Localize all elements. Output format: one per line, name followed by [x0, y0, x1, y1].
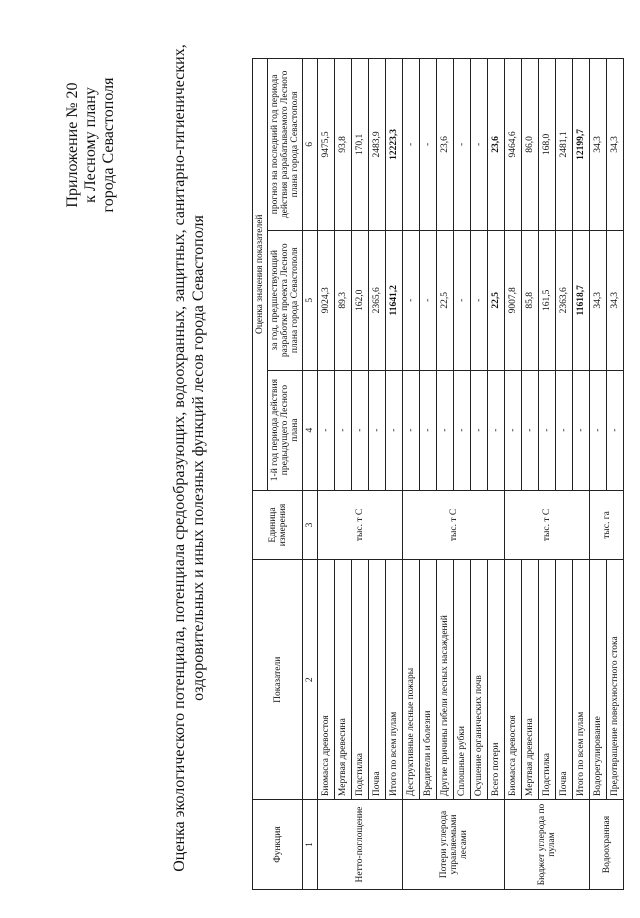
value-cell: 168,0: [539, 59, 556, 231]
value-cell: -: [386, 370, 403, 490]
value-cell: 93,8: [335, 59, 352, 231]
header-first-year: 1-й год периода действия предыдущего Лесного плана: [268, 370, 303, 490]
value-cell: -: [318, 370, 335, 490]
value-cell: -: [471, 59, 488, 231]
assessment-table: [252, 58, 624, 890]
table-row: [403, 59, 420, 890]
value-cell: -: [369, 370, 386, 490]
value-cell: 2481,1: [556, 59, 573, 231]
indicator-cell: Водорегулирование: [590, 560, 607, 800]
table-row: [522, 59, 539, 890]
value-cell: 23,6: [488, 59, 505, 231]
value-cell: -: [420, 370, 437, 490]
indicator-cell: Подстилка: [352, 560, 369, 800]
function-cell: Потери углерода управляемыми лесами: [403, 800, 505, 890]
header-function: Функция: [253, 800, 303, 890]
value-cell: 34,3: [590, 230, 607, 370]
appendix-header: [64, 50, 118, 240]
value-cell: -: [420, 230, 437, 370]
function-cell: Нетто-поглощение: [318, 800, 403, 890]
indicator-cell: Биомасса древостоя: [318, 560, 335, 800]
value-cell: -: [454, 59, 471, 231]
value-cell: -: [573, 370, 590, 490]
table-row: [488, 59, 505, 890]
value-cell: -: [607, 370, 624, 490]
document-title: [170, 28, 208, 888]
header-unit: Единица измерения: [253, 490, 303, 560]
table-row: [590, 59, 607, 890]
value-cell: 12223,3: [386, 59, 403, 231]
value-cell: 86,0: [522, 59, 539, 231]
indicator-cell: Мертвая древесина: [522, 560, 539, 800]
table-row: [318, 59, 335, 890]
unit-cell: тыс. га: [590, 490, 624, 560]
table-row: [573, 59, 590, 890]
value-cell: 11618,7: [573, 230, 590, 370]
value-cell: -: [488, 370, 505, 490]
header-assessment: Оценка значения показателей: [253, 59, 268, 491]
indicator-cell: Сплошные рубки: [454, 560, 471, 800]
value-cell: -: [556, 370, 573, 490]
indicator-cell: Всего потери: [488, 560, 505, 800]
table-row: [369, 59, 386, 890]
value-cell: -: [505, 370, 522, 490]
table-row: [539, 59, 556, 890]
header-last-year-prev: за год, предшествующий разработке проекта Лесного плана города Севастополя: [268, 230, 303, 370]
indicator-cell: Деструктивные лесные пожары: [403, 560, 420, 800]
value-cell: -: [403, 370, 420, 490]
value-cell: 161,5: [539, 230, 556, 370]
value-cell: -: [522, 370, 539, 490]
value-cell: -: [420, 59, 437, 231]
value-cell: -: [539, 370, 556, 490]
indicator-cell: Мертвая древесина: [335, 560, 352, 800]
value-cell: -: [335, 370, 352, 490]
indicator-cell: Биомасса древостоя: [505, 560, 522, 800]
value-cell: 34,3: [607, 230, 624, 370]
column-number: 1: [303, 800, 318, 890]
value-cell: 85,8: [522, 230, 539, 370]
value-cell: 11641,2: [386, 230, 403, 370]
indicator-cell: Другие причины гибели лесных насаждений: [437, 560, 454, 800]
table-row: [454, 59, 471, 890]
value-cell: 89,3: [335, 230, 352, 370]
header-indicators: Показатели: [253, 560, 303, 800]
appendix-line-2: к Лесному плану: [82, 87, 99, 203]
indicator-cell: Итого по всем пулам: [573, 560, 590, 800]
table-row: [352, 59, 369, 890]
value-cell: -: [454, 370, 471, 490]
appendix-line-1: Приложение № 20: [64, 82, 81, 208]
column-number: 4: [303, 370, 318, 490]
title-line-2: оздоровительных и иных полезных функций лесов города Севастополя: [190, 215, 207, 701]
value-cell: 170,1: [352, 59, 369, 231]
column-number: 5: [303, 230, 318, 370]
value-cell: 2363,6: [556, 230, 573, 370]
indicator-cell: Итого по всем пулам: [386, 560, 403, 800]
value-cell: 2483,9: [369, 59, 386, 231]
unit-cell: тыс. т С: [505, 490, 590, 560]
value-cell: -: [352, 370, 369, 490]
value-cell: 2365,6: [369, 230, 386, 370]
column-number: 3: [303, 490, 318, 560]
table-row: [437, 59, 454, 890]
value-cell: -: [403, 59, 420, 231]
appendix-line-3: города Севастополя: [100, 77, 117, 213]
table-row: [420, 59, 437, 890]
table-row: [556, 59, 573, 890]
indicator-cell: Предотвращение поверхностного стока: [607, 560, 624, 800]
value-cell: -: [590, 370, 607, 490]
value-cell: 23,6: [437, 59, 454, 231]
value-cell: -: [454, 230, 471, 370]
indicator-cell: Вредители и болезни: [420, 560, 437, 800]
unit-cell: тыс. т С: [403, 490, 505, 560]
header-forecast: прогноз на последний год периода действия разрабатываемого Лесного плана города Севастополя: [268, 59, 303, 231]
column-number: 6: [303, 59, 318, 231]
value-cell: 9007,8: [505, 230, 522, 370]
value-cell: 34,3: [607, 59, 624, 231]
indicator-cell: Осушение органических почв: [471, 560, 488, 800]
table-row: [335, 59, 352, 890]
value-cell: 22,5: [437, 230, 454, 370]
table-row: [607, 59, 624, 890]
value-cell: -: [471, 370, 488, 490]
value-cell: 162,0: [352, 230, 369, 370]
table-row: [471, 59, 488, 890]
indicator-cell: Подстилка: [539, 560, 556, 800]
value-cell: -: [437, 370, 454, 490]
value-cell: 9464,6: [505, 59, 522, 231]
value-cell: 9475,5: [318, 59, 335, 231]
value-cell: 9024,3: [318, 230, 335, 370]
function-cell: Бюджет углерода по пулам: [505, 800, 590, 890]
value-cell: -: [471, 230, 488, 370]
table-row: [386, 59, 403, 890]
title-line-1: Оценка экологического потенциала, потенциала средообразующих, водоохранных, защитных, санитарно-гигиенических,: [171, 44, 188, 872]
value-cell: 34,3: [590, 59, 607, 231]
table-row: [505, 59, 522, 890]
value-cell: 22,5: [488, 230, 505, 370]
value-cell: 12199,7: [573, 59, 590, 231]
indicator-cell: Почва: [556, 560, 573, 800]
indicator-cell: Почва: [369, 560, 386, 800]
function-cell: Водоохранная: [590, 800, 624, 890]
value-cell: -: [403, 230, 420, 370]
column-number: 2: [303, 560, 318, 800]
unit-cell: тыс. т С: [318, 490, 403, 560]
